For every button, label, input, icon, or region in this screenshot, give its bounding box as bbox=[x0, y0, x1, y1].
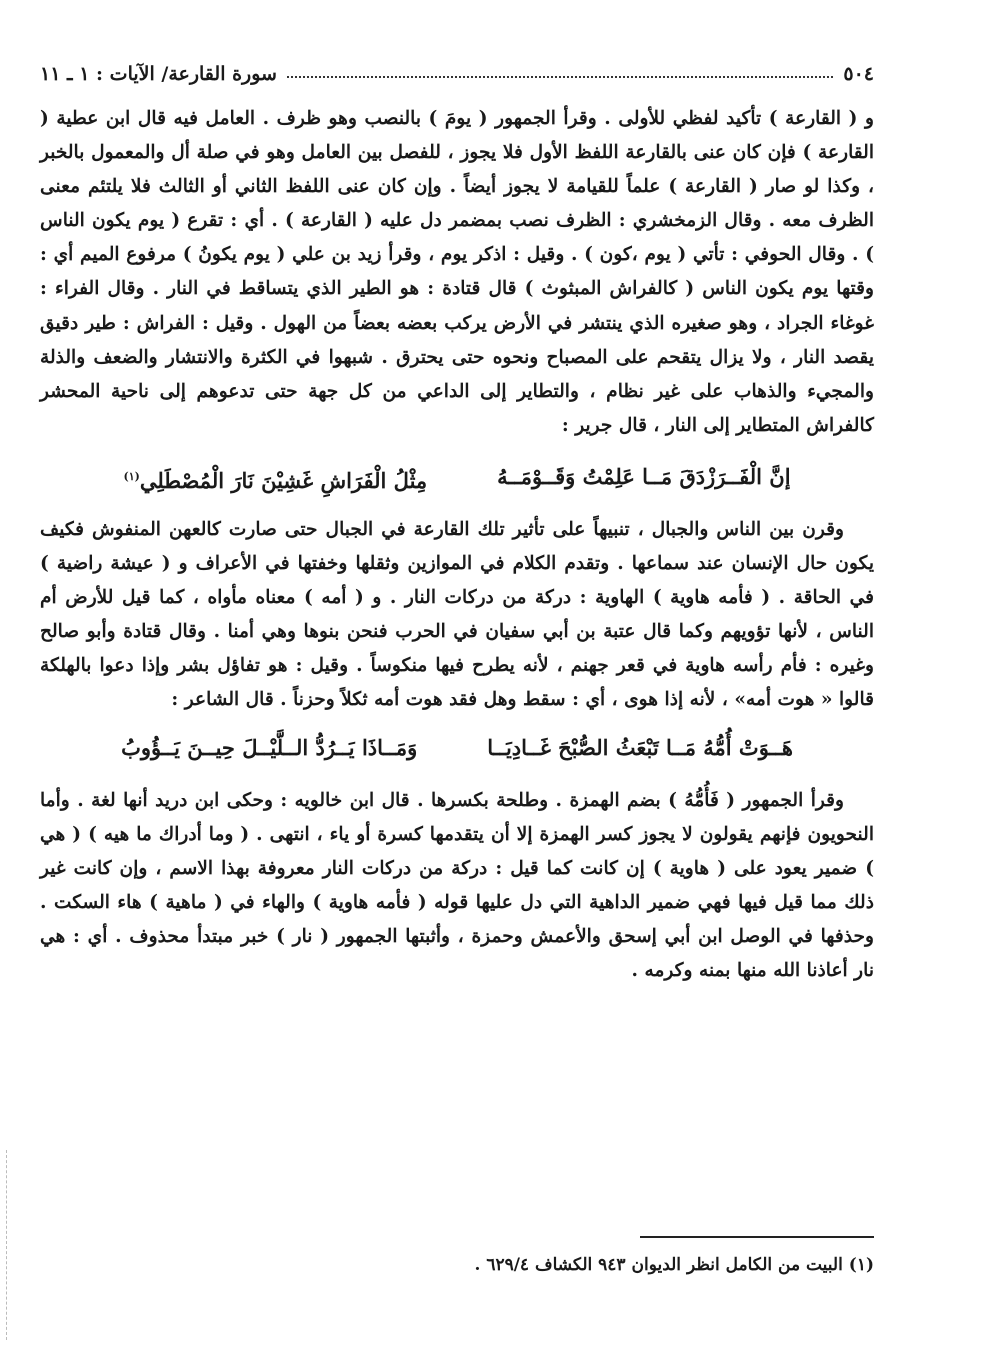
footnote-reference[interactable]: (١) bbox=[123, 469, 140, 483]
running-header bbox=[40, 58, 874, 90]
poetry-verse-1 bbox=[40, 457, 874, 501]
verse-2-first-hemistich: هَــوَتْ أُمُّهُ مَــا تَبْعَثُ الصُّبْحَ غَــادِيَــا bbox=[487, 734, 793, 760]
surah-title: سورة القارعة/ الآيات : ١ ـ ١١ bbox=[40, 63, 277, 85]
page-number: ٥٠٤ bbox=[843, 63, 874, 85]
footnote: (١) البيت من الكامل انظر الديوان ٩٤٣ الكشاف ٦٢٩/٤ . bbox=[474, 1255, 874, 1275]
paragraph-1: و ( القارعة ) تأكيد لفظي للأولى . وقرأ الجمهور ( يومَ ) بالنصب وهو ظرف . العامل فيه قال ابن عطية ( القارعة ) فإن كان عنى بالقارعة اللفظ الأول فلا يجوز ، للفصل بين العامل وهو في صلة أل والمعمول بالخبر ، وكذا لو صار ( القارعة ) علماً للقيامة لا يجوز أيضاً . وإن كان عنى اللفظ الثاني أو الثالث فلا يلتئم معنى الظرف معه . وقال الزمخشري : الظرف نصب بمضمر دل عليه ( القارعة ) . أي : تقرع ( يوم يكون الناس ) . وقال الحوفي : تأتي ( يوم ،كون ) . وقيل : اذكر يوم ، وقرأ زيد بن علي ( يوم يكونُ ) مرفوع الميم أي : وقتها يوم يكون الناس ( كالفراش المبثوث ) قال قتادة : هو الطير الذي يتساقط في النار . وقال الفراء : غوغاء الجراد ، وهو صغيره الذي ينتشر في الأرض يركب بعضه بعضاً من الهول . وقيل : الفراش : طير دقيق يقصد النار ، ولا يزال يتقحم على المصباح ونحوه حتى يحترق . شبهوا في الكثرة والانتشار والضعف والذلة والمجيء والذهاب على غير نظام ، والتطاير إلى الداعي من كل جهة حتى تدعوهم إلى ناحية المحشر كالفراش المتطاير إلى النار ، قال جرير : bbox=[40, 108, 874, 436]
verse-2-second-hemistich: وَمَــاذَا يَــرُدُّ الــلَّيْــلَ حِيــنَ يَــؤُوبُ bbox=[121, 734, 418, 760]
main-text bbox=[40, 102, 874, 988]
binding-margin-marks bbox=[6, 1150, 9, 1340]
paragraph-3: وقرأ الجمهور ( فَأُمُّهُ ) بضم الهمزة . وطلحة بكسرها . قال ابن خالويه : وحكى ابن دريد أنها لغة . وأما النحويون فإنهم يقولون لا يجوز كسر الهمزة إلا أن يتقدمها كسرة أو ياء ، انتهى . ( وما أدراك ما هيه ) ( هي ) ضمير يعود على ( هاوية ) إن كانت كما قيل : دركة من دركات النار معروفة بهذا الاسم ، وإن كانت غير ذلك مما قيل فيها فهي ضمير الداهية التي دل عليها قوله ( فأمه هاوية ) والهاء في ( ماهية ) هاء السكت . وحذفها في الوصل ابن أبي إسحق والأعمش وحمزة ، وأثبتها الجمهور ( نار ) خبر مبتدأ محذوف . أي : هي نار أعاذنا الله منها بمنه وكرمه . bbox=[40, 789, 874, 981]
verse-1-second-hemistich: مِثْلُ الْفَرَاشِ غَشِيْنَ نَارَ الْمُصْطَلِي$^{(١)}$ bbox=[123, 467, 428, 493]
header-dot-leader bbox=[287, 76, 833, 78]
footnote-separator bbox=[640, 1236, 874, 1238]
poetry-verse-2 bbox=[40, 728, 874, 768]
verse-1-first-hemistich: إنَّ الْفَــرَزْدَقَ مَــا عَلِمْتُ وَقَــوْمَــهُ bbox=[497, 463, 791, 489]
paragraph-2: وقرن بين الناس والجبال ، تنبيهاً على تأثير تلك القارعة في الجبال حتى صارت كالعهن المنفوش فكيف يكون حال الإنسان عند سماعها . وتقدم الكلام في الموازين وثقلها وخفتها في الأعراف و ( عيشة راضية ) في الحاقة . ( فأمه هاوية ) الهاوية : دركة من دركات النار . و ( أمه ) معناه مأواه ، كما قيل للأرض أم الناس ، لأنها تؤويهم وكما قال عتبة بن أبي سفيان في الحرب فنحن بنوها وهي أمنا . وقال قتادة وأبو صالح وغيره : فأم رأسه هاوية في قعر جهنم ، لأنه يطرح فيها منكوساً . وقيل : هو تفاؤل بشر وإذا دعوا بالهلكة قالوا « هوت أمه» ، لأنه إذا هوى ، أي : سقط وهل فقد هوت أمه ثكلاً وحزناً . قال الشاعر : bbox=[40, 518, 874, 711]
